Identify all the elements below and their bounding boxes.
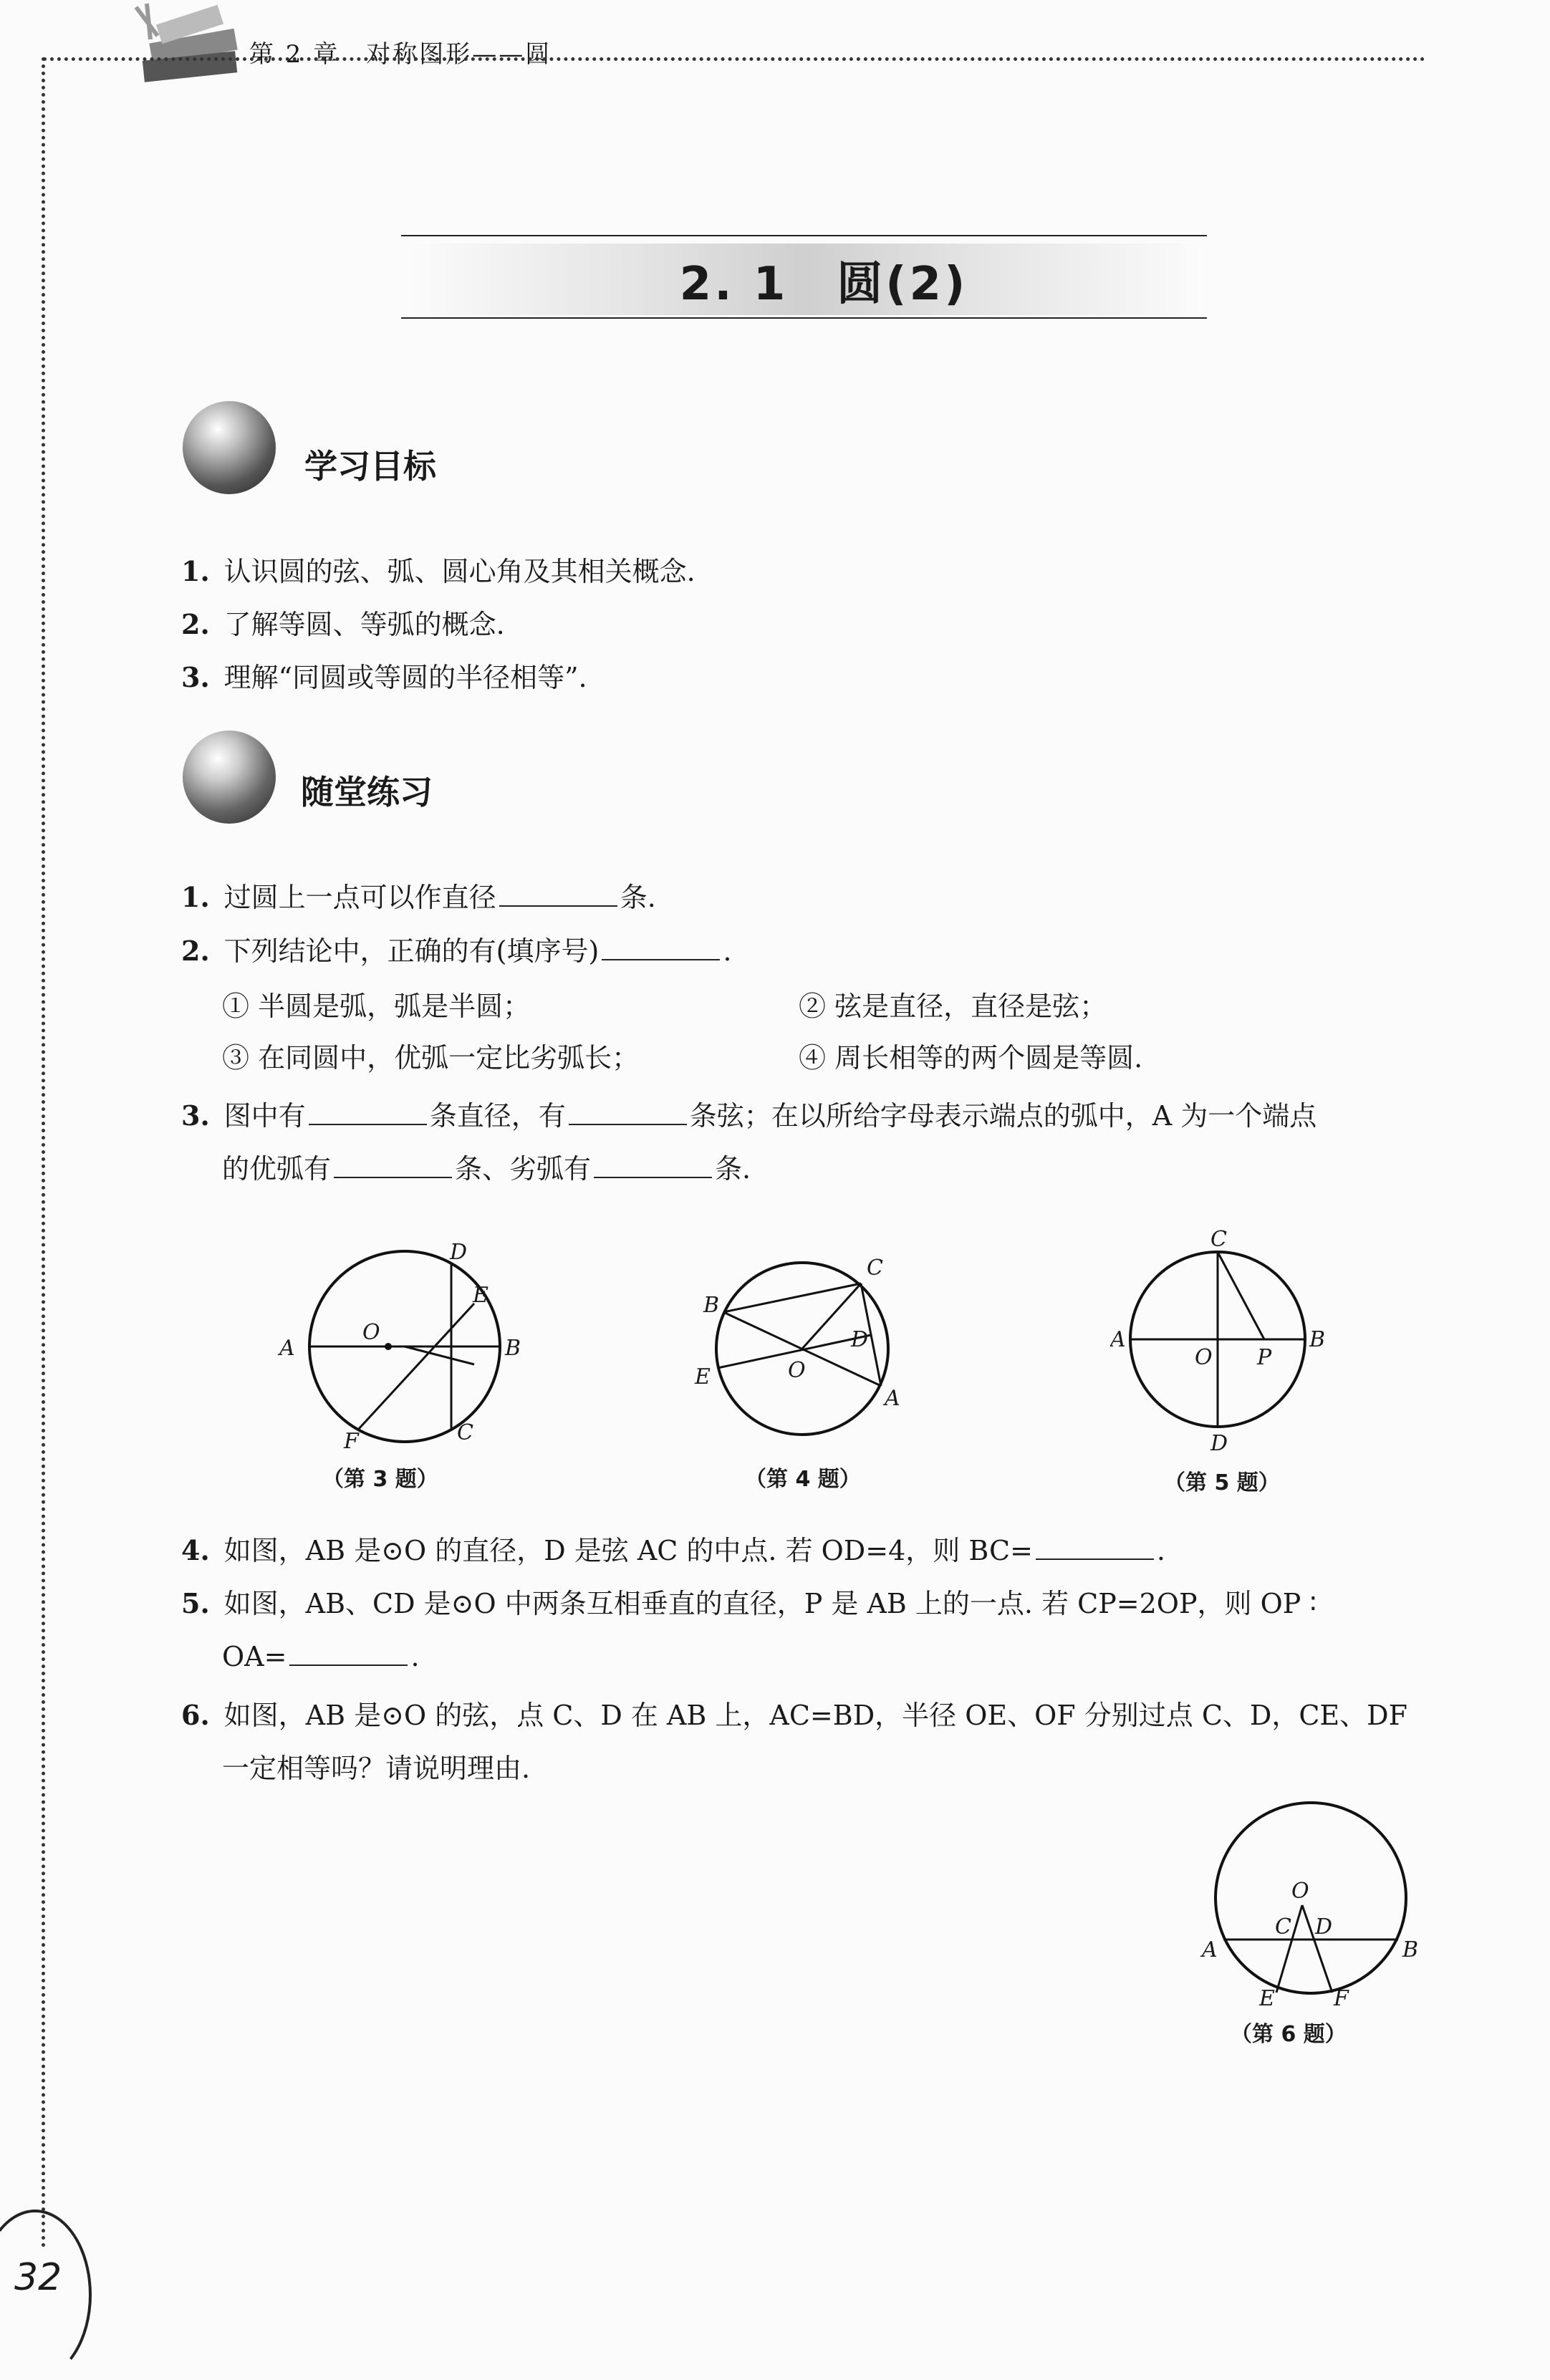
figure-4-caption: （第 4 题） xyxy=(745,1467,861,1492)
globe-icon xyxy=(183,731,276,824)
question-3: 3. 图中有 条直径，有 条弦；在以所给字母表示端点的弧中，A 为一个端点 xyxy=(181,1099,1317,1132)
figure-5 xyxy=(1110,1225,1332,1454)
answer-blank xyxy=(602,935,720,960)
margin-divider xyxy=(42,57,45,2249)
fig6-label-b: B xyxy=(1402,1937,1419,1962)
fig5-label-b: B xyxy=(1309,1327,1326,1352)
objective-item: 1. 认识圆的弦、弧、圆心角及其相关概念. xyxy=(181,555,695,587)
fig6-label-f: F xyxy=(1334,1986,1349,2011)
option-4: ④ 周长相等的两个圆是等圆. xyxy=(799,1042,1143,1074)
fig5-label-a: A xyxy=(1110,1327,1126,1352)
book-logo-icon xyxy=(122,0,251,93)
fig3-label-d: D xyxy=(450,1240,468,1265)
figure-5-caption: （第 5 题） xyxy=(1164,1470,1280,1495)
page-number: 32 xyxy=(14,2256,62,2299)
fig4-label-c: C xyxy=(867,1256,883,1281)
fig3-label-a: A xyxy=(279,1336,295,1361)
answer-blank xyxy=(499,881,617,907)
fig5-label-c: C xyxy=(1210,1227,1227,1252)
fig5-label-p: P xyxy=(1257,1345,1272,1370)
title-rule-bottom xyxy=(401,317,1207,319)
fig5-label-d: D xyxy=(1210,1431,1228,1454)
option-1: ① 半圆是弧，弧是半圆； xyxy=(222,991,531,1022)
fig4-label-o: O xyxy=(788,1358,806,1383)
fig4-label-e: E xyxy=(695,1364,711,1389)
title-rule-top xyxy=(401,235,1207,236)
question-4: 4. 如图，AB 是⊙O 的直径，D 是弦 AC 的中点. 若 OD=4，则 BC= . xyxy=(181,1534,1166,1566)
question-2: 2. 下列结论中，正确的有(填序号) . xyxy=(181,935,732,967)
figure-6 xyxy=(1175,1791,1433,2013)
fig5-label-o: O xyxy=(1195,1345,1213,1370)
objective-item: 3. 理解“同圆或等圆的半径相等”. xyxy=(181,661,587,693)
fig3-label-e: E xyxy=(473,1283,488,1308)
fig4-label-d: D xyxy=(851,1327,869,1352)
question-1: 1. 过圆上一点可以作直径 条. xyxy=(181,881,656,913)
objectives-heading: 学习目标 xyxy=(304,447,436,486)
figure-4 xyxy=(688,1246,917,1454)
question-6-cont: 一定相等吗？请说明理由. xyxy=(222,1753,531,1784)
question-3-cont: 的优弧有 条、劣弧有 条. xyxy=(222,1153,751,1185)
fig6-label-o: O xyxy=(1291,1879,1309,1904)
question-5: 5. 如图，AB、CD 是⊙O 中两条互相垂直的直径，P 是 AB 上的一点. 若 CP=2OP，则 OP ∶ xyxy=(181,1587,1317,1619)
figure-6-caption: （第 6 题） xyxy=(1231,2022,1347,2047)
fig6-label-a: A xyxy=(1202,1937,1218,1962)
objective-item: 2. 了解等圆、等弧的概念. xyxy=(181,608,505,640)
fig4-label-b: B xyxy=(703,1293,720,1318)
option-2: ② 弦是直径，直径是弦； xyxy=(799,991,1107,1022)
practice-heading: 随堂练习 xyxy=(301,773,433,811)
fig6-label-e: E xyxy=(1259,1986,1275,2011)
fig4-label-a: A xyxy=(885,1386,900,1411)
figure-3-caption: （第 3 题） xyxy=(322,1467,438,1492)
sphere-icon xyxy=(183,401,276,494)
question-5-cont: OA= . xyxy=(222,1641,420,1672)
lesson-title: 2. 1 圆(2) xyxy=(679,258,968,311)
fig6-label-d: D xyxy=(1315,1914,1333,1940)
question-6: 6. 如图，AB 是⊙O 的弦，点 C、D 在 AB 上，AC=BD，半径 OE、OF 分别过点 C、D，CE、DF xyxy=(181,1699,1408,1731)
chapter-header: 第 2 章 对称图形——圆 xyxy=(249,40,552,69)
fig3-label-c: C xyxy=(457,1420,473,1445)
figure-3 xyxy=(272,1239,530,1454)
option-3: ③ 在同圆中，优弧一定比劣弧长； xyxy=(222,1042,640,1074)
header-divider xyxy=(43,57,1425,61)
fig3-label-o: O xyxy=(362,1320,380,1345)
fig6-label-c: C xyxy=(1275,1914,1291,1940)
fig3-label-f: F xyxy=(344,1429,359,1454)
fig3-label-b: B xyxy=(505,1336,521,1361)
